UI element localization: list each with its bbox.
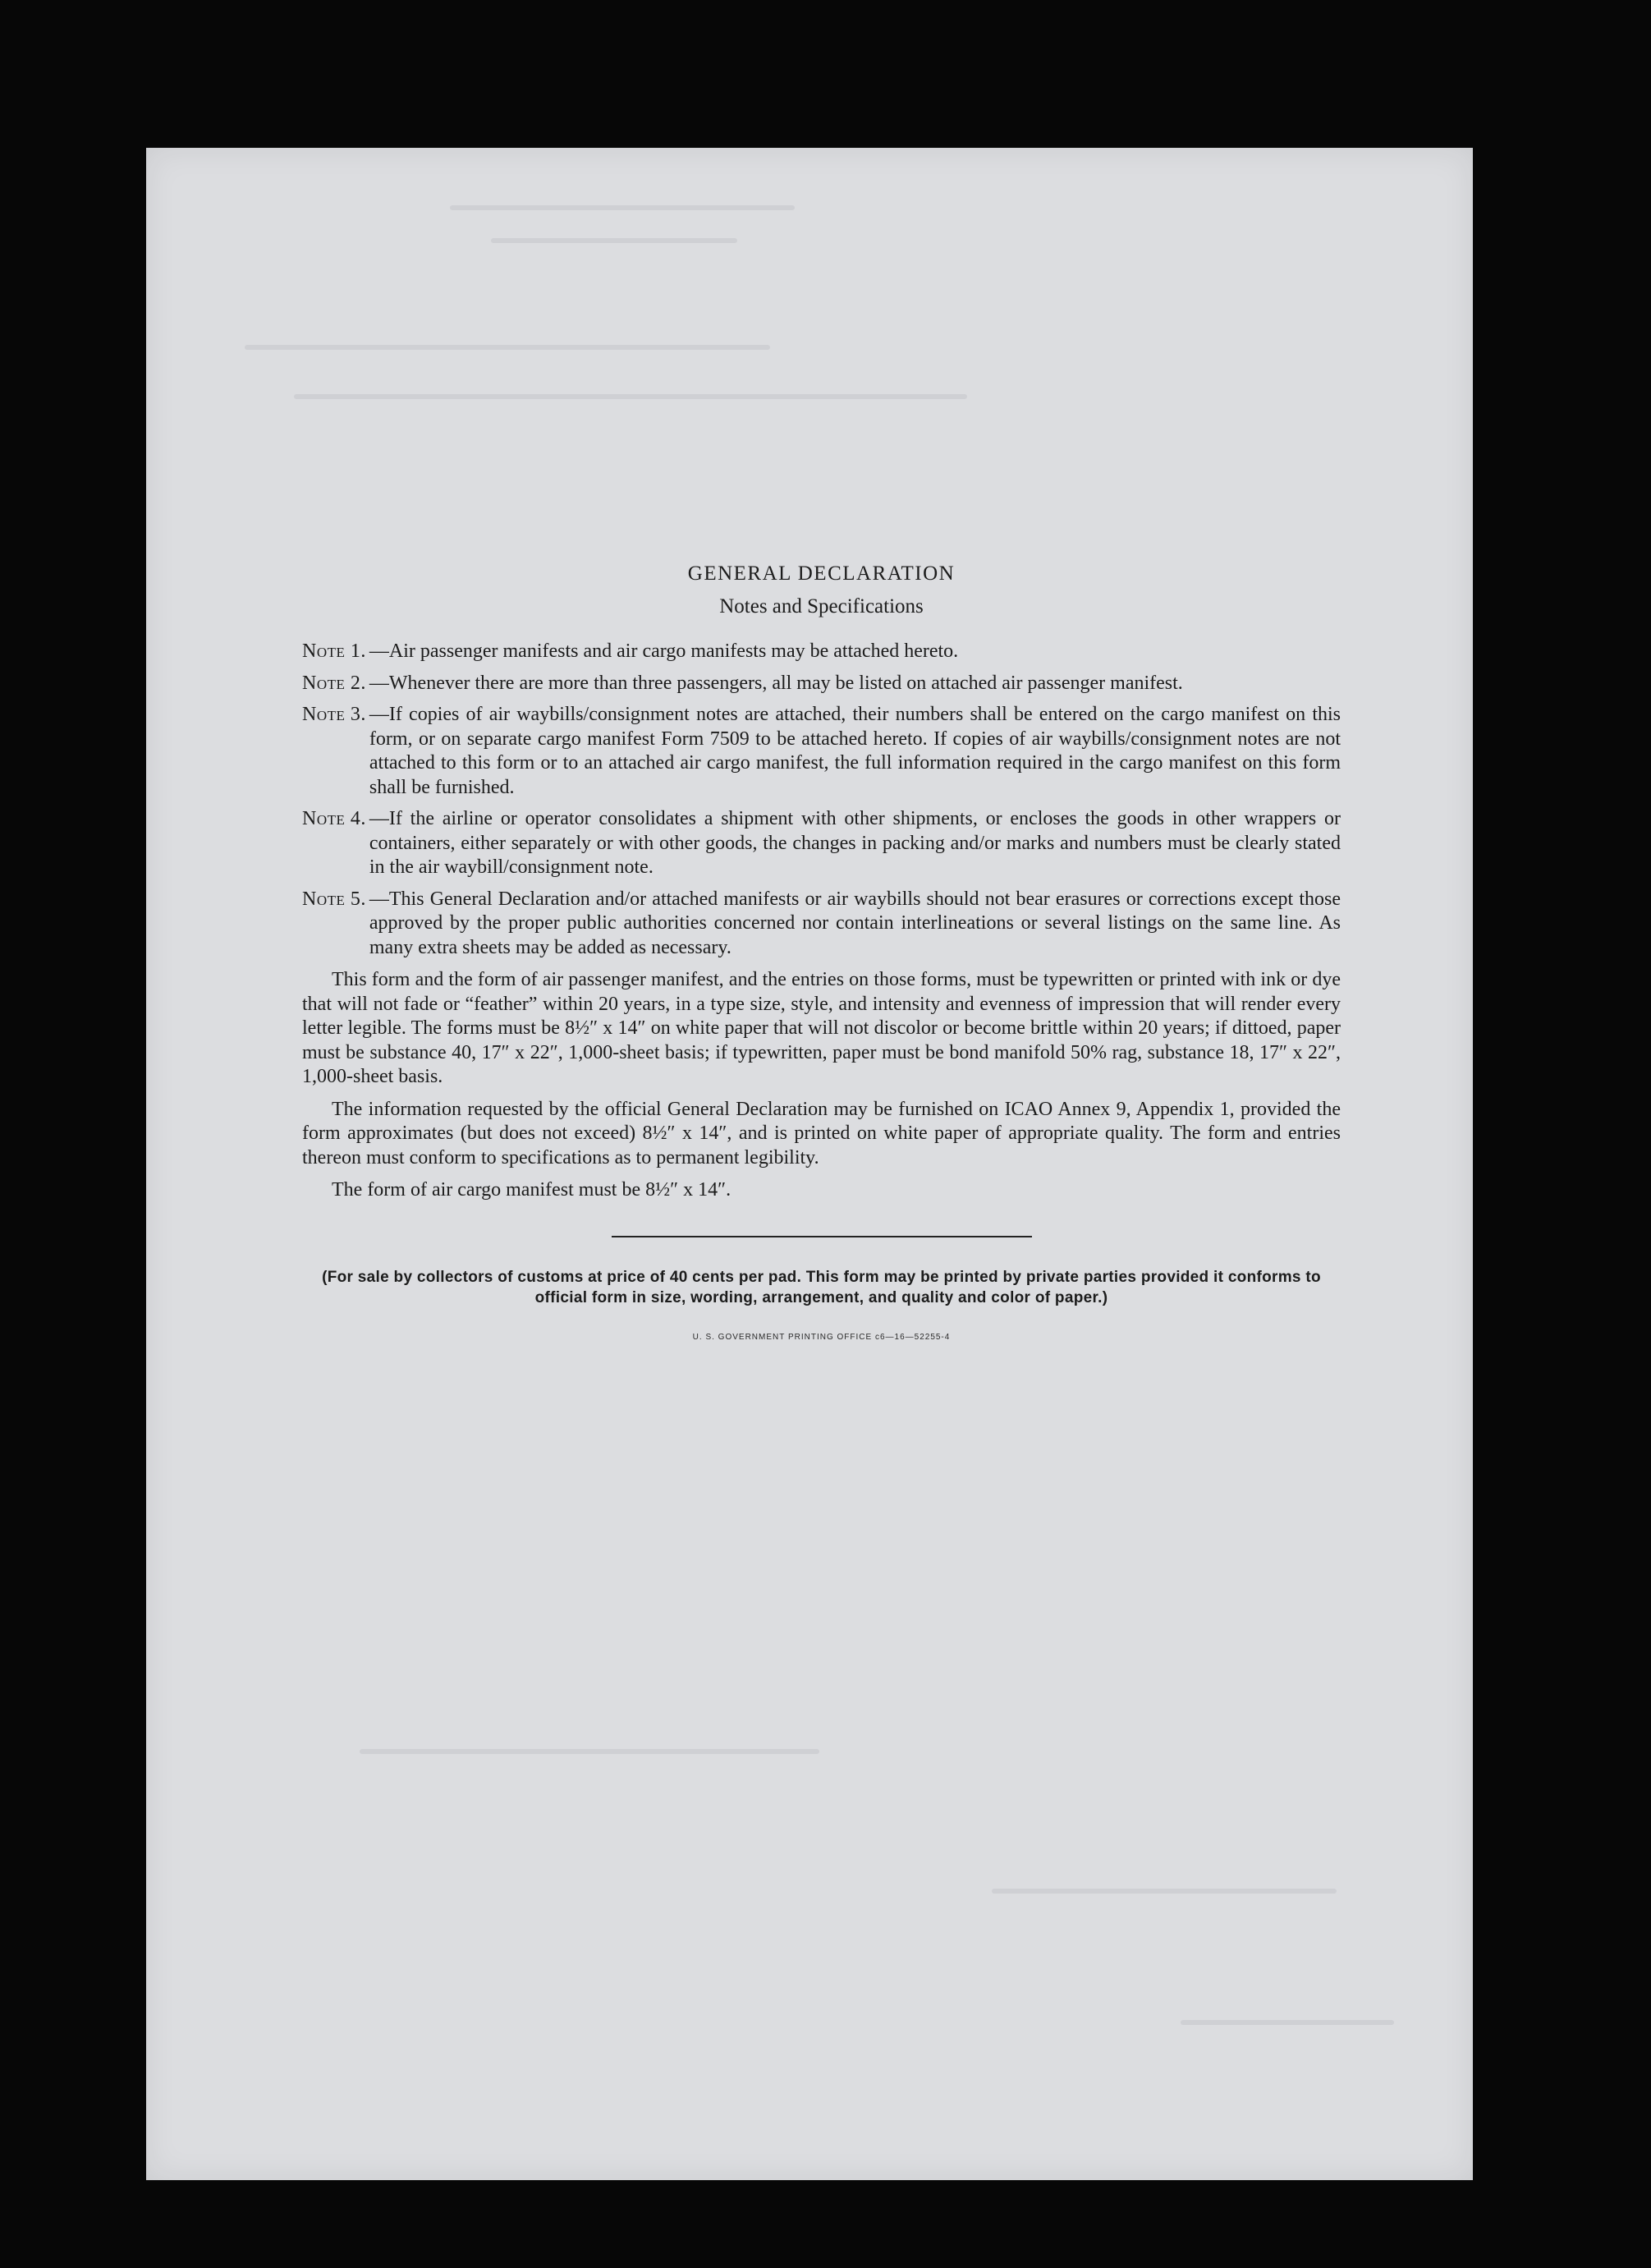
document-page bbox=[146, 148, 1473, 2180]
show-through-line bbox=[1181, 2020, 1394, 2025]
divider-rule bbox=[612, 1236, 1032, 1237]
show-through-line bbox=[491, 238, 737, 243]
note-label: Note 4. bbox=[302, 808, 366, 829]
note-label: Note 3. bbox=[302, 704, 366, 725]
specification-paragraph: The form of air cargo manifest must be 8½″ x 14″. bbox=[332, 1179, 731, 1201]
note-text: —If copies of air waybills/consignment notes are attached, their numbers shall be entered on the cargo manifest on this form, or on separate cargo manifest Form 7509 to be attached hereto. If copies of air waybills/consignment notes are not attached to this form or to an attached air cargo manifest, the full information required in the cargo manifest on this form shall be furnished. bbox=[369, 704, 1341, 798]
note-item bbox=[302, 640, 1341, 664]
note-label: Note 1. bbox=[302, 640, 366, 662]
note-label: Note 5. bbox=[302, 888, 366, 910]
document-subtitle: Notes and Specifications bbox=[719, 595, 924, 618]
note-text: —Air passenger manifests and air cargo manifests may be attached hereto. bbox=[369, 640, 959, 662]
note-label: Note 2. bbox=[302, 672, 366, 694]
note-text: —If the airline or operator consolidates a shipment with other shipments, or encloses the goods in other wrappers or containers, either separately or with other goods, the changes in packing and/or marks and numbers must be clearly stated in the air waybill/consignment note. bbox=[369, 808, 1341, 878]
document-title: GENERAL DECLARATION bbox=[687, 562, 956, 585]
note-item bbox=[302, 888, 1341, 961]
note-text: —This General Declaration and/or attached manifests or air waybills should not bear erasures or corrections except those approved by the proper public authorities concerned nor contain interlineations or several listings on the same line. As many extra sheets may be added as necessary. bbox=[369, 888, 1341, 958]
note-item bbox=[302, 672, 1341, 696]
show-through-line bbox=[245, 345, 770, 350]
note-item bbox=[302, 807, 1341, 880]
show-through-line bbox=[294, 394, 967, 399]
show-through-line bbox=[450, 205, 795, 210]
specification-paragraph: This form and the form of air passenger manifest, and the entries on those forms, must be typewritten or printed with ink or dye that will not fade or “feather” within 20 years, in a type size, style, and intensity and evenness of impression that will render every letter legible. The forms must be 8½″ x 14″ on white paper that will not discolor or become brittle within 20 years; if dittoed, paper must be substance 40, 17″ x 22″, 1,000-sheet basis; if typewritten, paper must be bond manifold 50% rag, substance 18, 17″ x 22″, 1,000-sheet basis. bbox=[302, 969, 1341, 1087]
note-text: —Whenever there are more than three passengers, all may be listed on attached air passenger manifest. bbox=[369, 672, 1183, 694]
specification-paragraph: The information requested by the official General Declaration may be furnished on ICAO Annex 9, Appendix 1, provided the form approximates (but does not exceed) 8½″ x 14″, and is printed on white paper of appropriate quality. The form and entries thereon must conform to specifications as to permanent legibility. bbox=[302, 1098, 1341, 1168]
show-through-line bbox=[992, 1889, 1337, 1894]
show-through-line bbox=[360, 1749, 819, 1754]
document-body bbox=[302, 562, 1341, 1342]
note-item bbox=[302, 703, 1341, 800]
printer-imprint: U. S. GOVERNMENT PRINTING OFFICE c6—16—52255-4 bbox=[692, 1332, 951, 1342]
sale-notice: (For sale by collectors of customs at price of 40 cents per pad. This form may be printed by private parties provided it conforms to official form in size, wording, arrangement, and quality and color of paper.) bbox=[322, 1268, 1321, 1306]
